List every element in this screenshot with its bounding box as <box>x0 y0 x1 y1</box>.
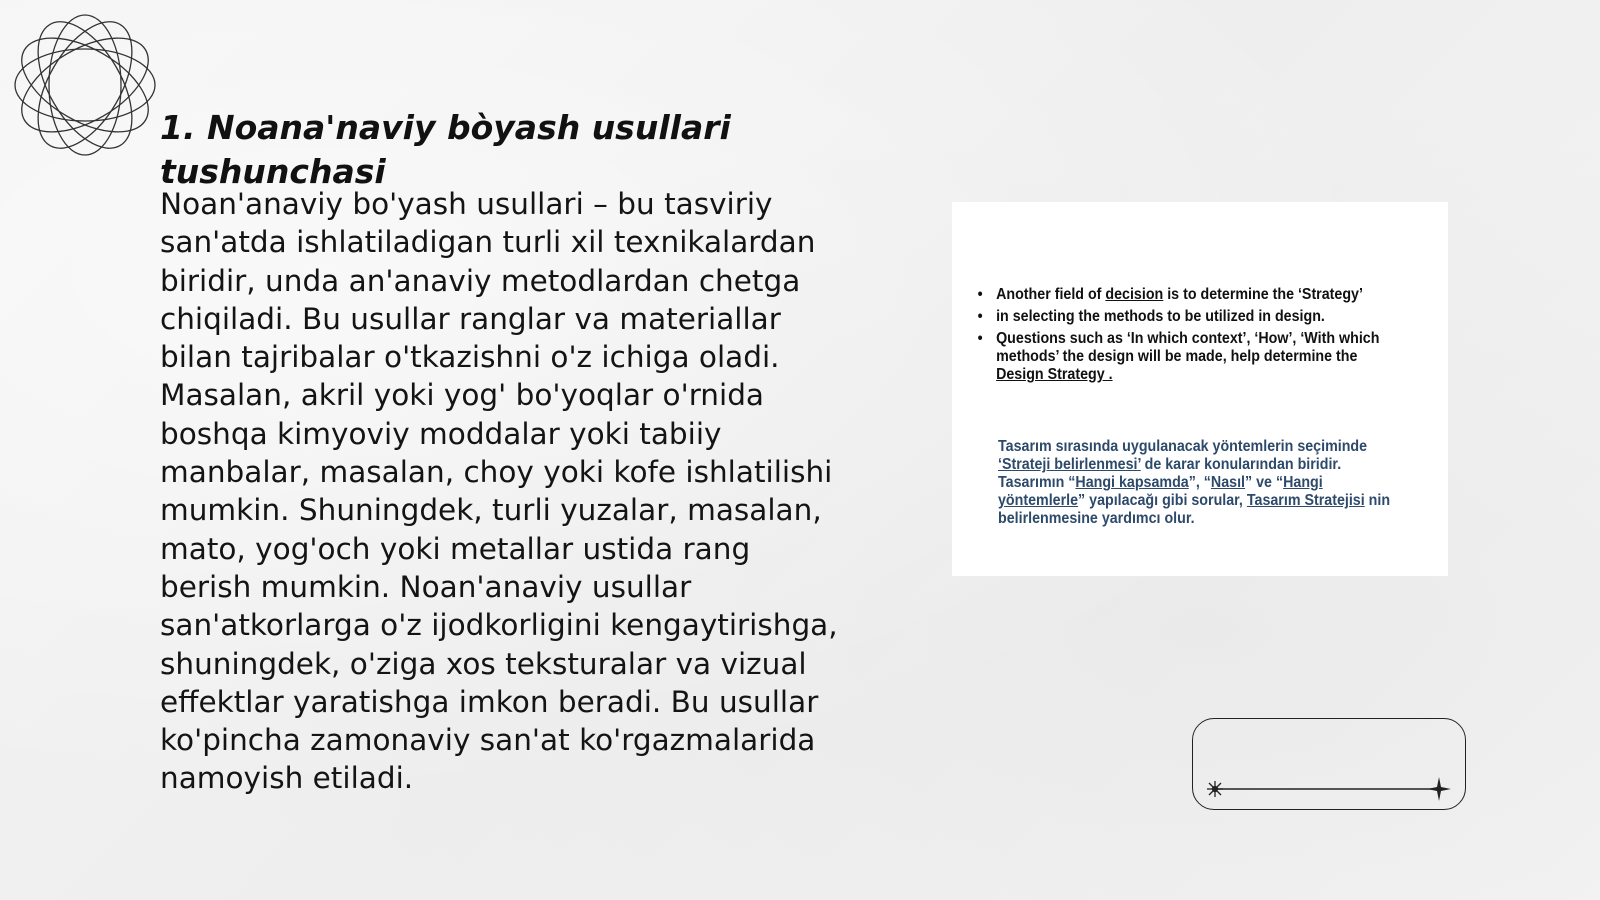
turkish-text: Tasarım sırasında uygulanacak yöntemlerin seçiminde <box>998 438 1368 455</box>
turkish-text: ”, “ <box>1188 474 1211 491</box>
reference-bullet-item <box>974 330 1397 384</box>
reference-bullet-item <box>974 308 1397 326</box>
reference-text-underlined: decision <box>1105 286 1164 303</box>
reference-bullet-item <box>974 286 1397 304</box>
turkish-text: ” ve “ <box>1245 474 1284 491</box>
bullet-marker: • <box>977 286 983 303</box>
bullet-marker: • <box>977 308 983 325</box>
timeline-decoration <box>1192 718 1466 810</box>
slide-title: 1. Noana'naviy bòyash usullari tushunchasi <box>160 108 731 191</box>
timeline-graphic <box>1193 719 1467 811</box>
reference-text: in selecting the methods to be utilized in design. <box>996 308 1325 325</box>
turkish-text-underlined: Tasarım Stratejisi <box>1246 492 1365 509</box>
turkish-text-underlined: Hangi yöntemlerle <box>998 474 1323 509</box>
body-paragraph: Noan'anaviy bo'yash usullari – bu tasviriy san'atda ishlatiladigan turli xil texnikalardan biridir, unda an'anaviy metodlardan chetga chiqiladi. Bu usullar ranglar va materiallar bilan tajribalar o'tkazishni o'z ichiga oladi. Masalan, akril yoki yog' bo'yoqlar o'rnida boshqa kimyoviy moddalar yoki tabiiy manbalar, masalan, choy yoki kofe ishlatilishi mumkin. Shuningdek, turli yuzalar, masalan, mato, yog'och yoki metallar ustida rang berish mumkin. Noan'anaviy usullar san'atkorlarga o'z ijodkorligini kengaytirishga, shuningdek, o'ziga xos teksturalar va vizual effektlar yaratishga imkon beradi. Bu usullar ko'pincha zamonaviy san'at ko'rgazmalarida namoyish etiladi. <box>160 187 838 796</box>
reference-turkish-paragraph <box>998 438 1403 528</box>
sun-star-icon <box>1207 781 1223 797</box>
reference-text: Another field of <box>996 286 1106 303</box>
sparkle-icon <box>1427 777 1451 801</box>
reference-text: Questions such as ‘In which context’, ‘How’, ‘With which methods’ the design will be made, help determine the <box>996 330 1380 365</box>
turkish-text-underlined: ‘Strateji belirlenmesi’ <box>998 456 1141 473</box>
reference-bullet-list <box>974 286 1397 388</box>
reference-image <box>952 202 1448 576</box>
bullet-marker: • <box>977 330 983 347</box>
turkish-text: nin belirlenmesine yardımcı olur. <box>998 492 1391 527</box>
turkish-text: de karar konularından biridir. Tasarımın “ <box>998 456 1342 491</box>
turkish-text-underlined: Nasıl <box>1210 474 1246 491</box>
circle-ornament-icon <box>10 10 160 160</box>
turkish-text: ” yapılacağı gibi sorular, <box>1078 492 1247 509</box>
reference-text-underlined: Design Strategy . <box>996 366 1113 383</box>
reference-text: is to determine the ‘Strategy’ <box>1163 286 1363 303</box>
turkish-text-underlined: Hangi kapsamda <box>1075 474 1189 491</box>
